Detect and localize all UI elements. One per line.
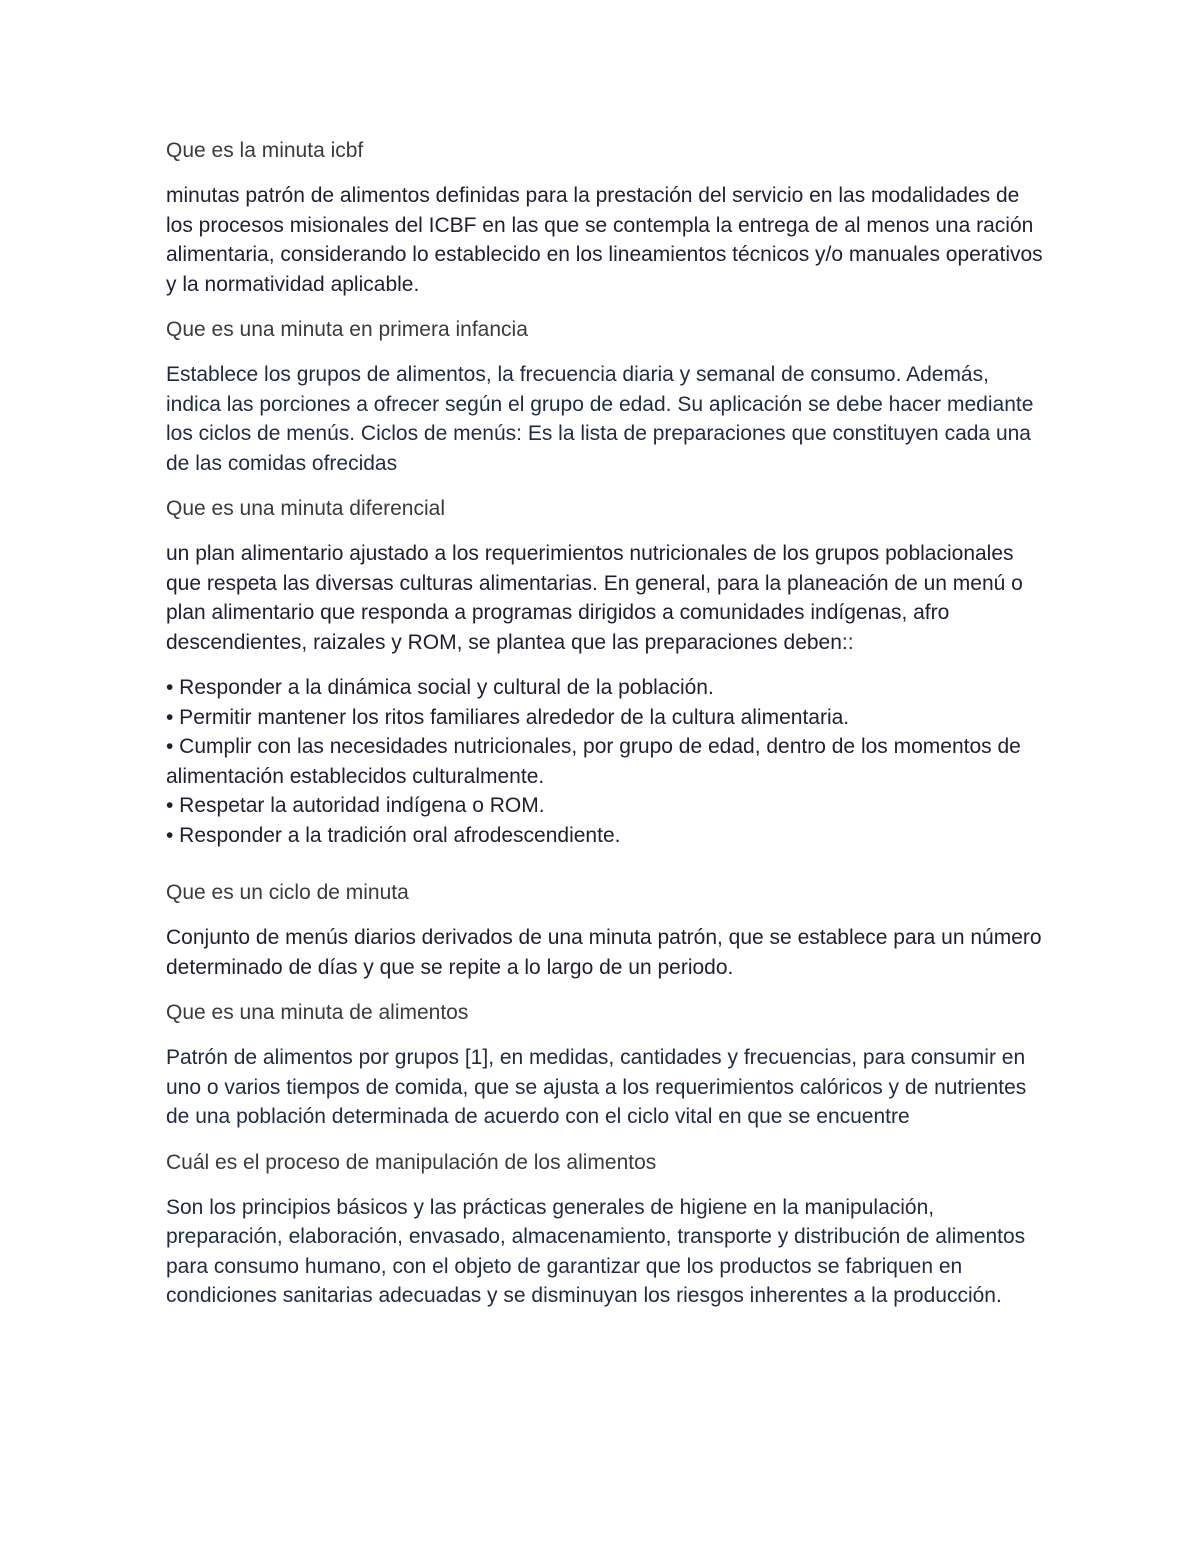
section-heading: Que es una minuta de alimentos bbox=[166, 1001, 469, 1024]
section-body: un plan alimentario ajustado a los requerimientos nutricionales de los grupos poblacionales que respeta las diversas culturas alimentarias. En general, para la planeación de un menú o plan alimentario que responda a programas dirigidos a comunidades indígenas, afro descendientes, raizales y ROM, se plantea que las preparaciones deben:: bbox=[166, 542, 1023, 654]
section-primera-infancia bbox=[166, 315, 1046, 478]
list-item: • Permitir mantener los ritos familiares alrededor de la cultura alimentaria. bbox=[166, 705, 850, 729]
bullet-list bbox=[166, 673, 1046, 850]
section-heading: Que es la minuta icbf bbox=[166, 139, 364, 162]
section-manipulacion-alimentos bbox=[166, 1148, 1046, 1311]
section-body: Establece los grupos de alimentos, la frecuencia diaria y semanal de consumo. Además, indica las porciones a ofrecer según el grupo de edad. Su aplicación se debe hacer mediante los ciclos de menús. Ciclos de menús: Es la lista de preparaciones que constituyen cada una de las comidas ofrecidas bbox=[166, 363, 1034, 475]
section-minuta-diferencial bbox=[166, 494, 1046, 850]
section-heading: Que es una minuta en primera infancia bbox=[166, 318, 528, 341]
section-body: Son los principios básicos y las prácticas generales de higiene en la manipulación, preparación, elaboración, envasado, almacenamiento, transporte y distribución de alimentos para consumo humano, con el objeto de garantizar que los productos se fabriquen en condiciones sanitarias adecuadas y se disminuyan los riesgos inherentes a la producción. bbox=[166, 1195, 1026, 1307]
section-body: minutas patrón de alimentos definidas para la prestación del servicio en las modalidades de los procesos misionales del ICBF en las que se contempla la entrega de al menos una ración alimentaria, considerando lo establecido en los lineamientos técnicos y/o manuales operativos y la normatividad aplicable. bbox=[166, 184, 1043, 296]
section-heading: Cuál es el proceso de manipulación de los alimentos bbox=[166, 1150, 657, 1174]
section-body: Patrón de alimentos por grupos [1], en medidas, cantidades y frecuencias, para consumir en uno o varios tiempos de comida, que se ajusta a los requerimientos calóricos y de nutrientes de una población determinada de acuerdo con el ciclo vital en que se encuentre bbox=[166, 1046, 1027, 1128]
list-item: • Cumplir con las necesidades nutricionales, por grupo de edad, dentro de los momentos de alimentación establecidos culturalmente. bbox=[166, 735, 1021, 788]
section-heading: Que es una minuta diferencial bbox=[166, 497, 445, 520]
document-page bbox=[166, 136, 1046, 1327]
list-item: • Responder a la tradición oral afrodescendiente. bbox=[166, 823, 621, 847]
section-minuta-alimentos bbox=[166, 998, 1046, 1132]
section-body: Conjunto de menús diarios derivados de una minuta patrón, que se establece para un número determinado de días y que se repite a lo largo de un periodo. bbox=[166, 926, 1042, 979]
section-heading: Que es un ciclo de minuta bbox=[166, 881, 409, 904]
list-item: • Respetar la autoridad indígena o ROM. bbox=[166, 794, 545, 817]
section-minuta-icbf bbox=[166, 136, 1046, 299]
list-item: • Responder a la dinámica social y cultural de la población. bbox=[166, 676, 714, 699]
section-ciclo-minuta bbox=[166, 878, 1046, 982]
